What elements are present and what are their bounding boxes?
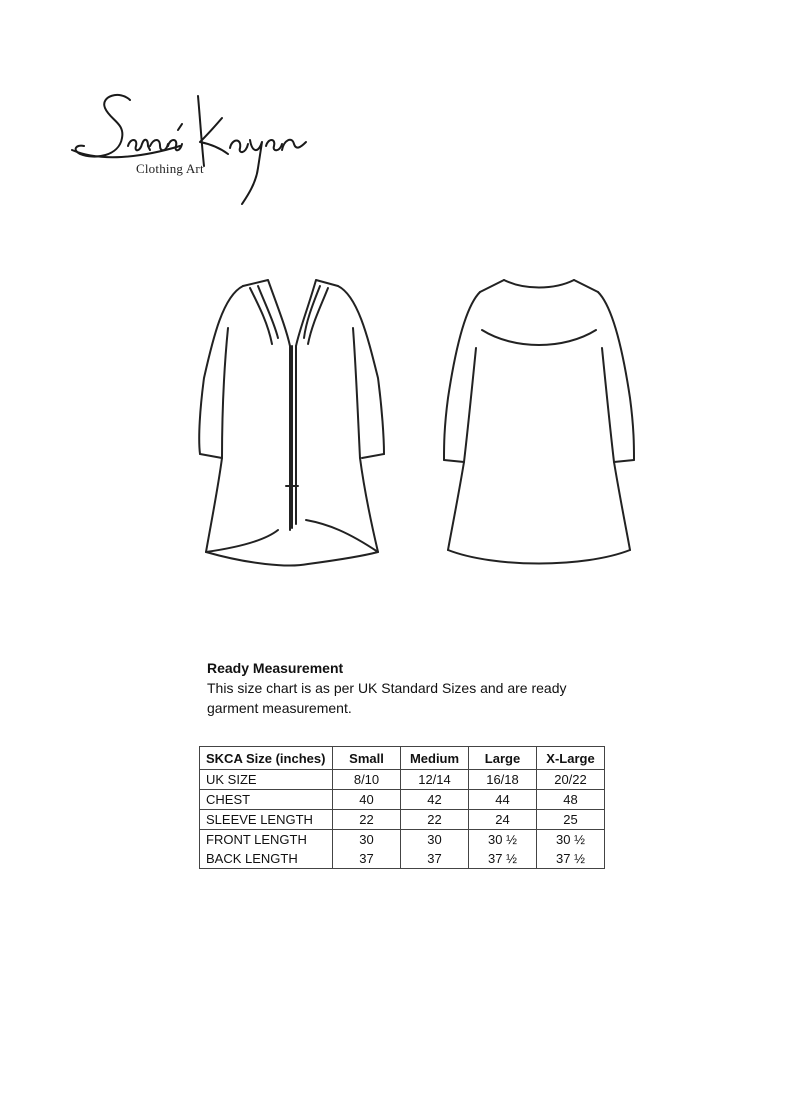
- table-row: [200, 810, 605, 830]
- header-x-large: X-Large: [537, 747, 605, 770]
- header-size-label: SKCA Size (inches): [200, 747, 333, 770]
- table-cell: 30 ½: [469, 830, 537, 850]
- table-cell: 42: [401, 790, 469, 810]
- table-cell: 12/14: [401, 770, 469, 790]
- table-cell: 24: [469, 810, 537, 830]
- table-cell: 48: [537, 790, 605, 810]
- row-label: UK SIZE: [200, 770, 333, 790]
- table-row: [200, 830, 605, 850]
- row-label: CHEST: [200, 790, 333, 810]
- table-cell: 30 ½: [537, 830, 605, 850]
- info-heading: Ready Measurement: [207, 660, 344, 676]
- header-small: Small: [333, 747, 401, 770]
- table-cell: 8/10: [333, 770, 401, 790]
- table-cell: 37 ½: [537, 849, 605, 869]
- table-cell: 40: [333, 790, 401, 810]
- table-cell: 22: [333, 810, 401, 830]
- table-row: [200, 770, 605, 790]
- header-large: Large: [469, 747, 537, 770]
- row-label: BACK LENGTH: [200, 849, 333, 869]
- header-medium: Medium: [401, 747, 469, 770]
- table-cell: 30: [401, 830, 469, 850]
- table-cell: 37 ½: [469, 849, 537, 869]
- table-cell: 37: [401, 849, 469, 869]
- row-label: SLEEVE LENGTH: [200, 810, 333, 830]
- table-row: [200, 790, 605, 810]
- table-cell: 44: [469, 790, 537, 810]
- signature-logo-graphic: [70, 88, 320, 213]
- table-cell: 16/18: [469, 770, 537, 790]
- table-cell: 22: [401, 810, 469, 830]
- brand-logo: [70, 88, 320, 213]
- info-description: This size chart is as per UK Standard Sizes and are ready garment measurement.: [207, 680, 567, 716]
- front-garment-sketch: [188, 268, 398, 593]
- table-cell: 30: [333, 830, 401, 850]
- table-header-row: [200, 747, 605, 770]
- measurement-info: [207, 658, 607, 718]
- table-cell: 20/22: [537, 770, 605, 790]
- size-chart-table: [199, 746, 605, 869]
- table-cell: 37: [333, 849, 401, 869]
- table-row: [200, 849, 605, 869]
- row-label: FRONT LENGTH: [200, 830, 333, 850]
- brand-subtitle: Clothing Art: [136, 161, 204, 176]
- back-garment-sketch: [434, 268, 644, 593]
- table-cell: 25: [537, 810, 605, 830]
